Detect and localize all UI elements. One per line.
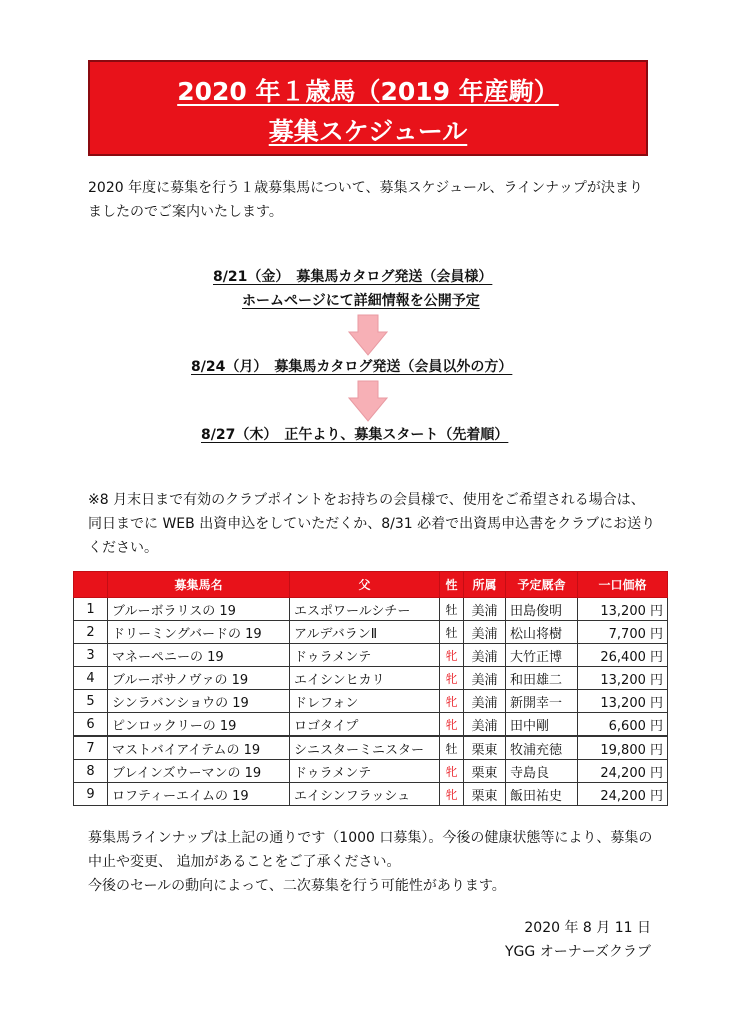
cell-sire: ドゥラメンテ <box>290 760 440 783</box>
cell-base: 栗東 <box>464 736 506 760</box>
schedule-step-3: 8/27（木） 正午より、募集スタート（先着順） <box>201 427 509 443</box>
table-row <box>74 713 668 737</box>
cell-no: 8 <box>74 760 108 783</box>
table-row <box>74 644 668 667</box>
table-row <box>74 667 668 690</box>
cell-price: 13,200 円 <box>578 690 668 713</box>
table-row <box>74 736 668 760</box>
cell-base: 栗東 <box>464 760 506 783</box>
footer-line-2: 今後のセールの動向によって、二次募集を行う可能性があります。 <box>88 878 506 894</box>
cell-trainer: 田島俊明 <box>506 598 578 621</box>
cell-base: 美浦 <box>464 713 506 737</box>
table-header-row <box>74 572 668 598</box>
cell-trainer: 牧浦充徳 <box>506 736 578 760</box>
cell-name: シンラバンショウの 19 <box>108 690 290 713</box>
cell-no: 4 <box>74 667 108 690</box>
cell-sire: ドゥラメンテ <box>290 644 440 667</box>
cell-no: 6 <box>74 713 108 737</box>
cell-sire: シニスターミニスター <box>290 736 440 760</box>
header-base: 所属 <box>464 572 506 598</box>
cell-base: 美浦 <box>464 644 506 667</box>
cell-name: マネーペニーの 19 <box>108 644 290 667</box>
cell-trainer: 寺島良 <box>506 760 578 783</box>
table-row <box>74 598 668 621</box>
club-name: YGG オーナーズクラブ <box>505 944 651 960</box>
cell-trainer: 飯田祐史 <box>506 783 578 806</box>
cell-sex: 牝 <box>440 713 464 737</box>
down-arrow-icon <box>348 314 388 356</box>
cell-trainer: 田中剛 <box>506 713 578 737</box>
cell-price: 19,800 円 <box>578 736 668 760</box>
horse-table <box>73 571 668 806</box>
title-banner <box>88 60 648 156</box>
cell-price: 24,200 円 <box>578 760 668 783</box>
header-sex: 性 <box>440 572 464 598</box>
cell-sex: 牝 <box>440 690 464 713</box>
cell-name: ドリーミングバードの 19 <box>108 621 290 644</box>
cell-sire: エスポワールシチー <box>290 598 440 621</box>
table-row <box>74 621 668 644</box>
cell-no: 7 <box>74 736 108 760</box>
cell-trainer: 松山将樹 <box>506 621 578 644</box>
cell-name: ブルーボラリスの 19 <box>108 598 290 621</box>
cell-sex: 牡 <box>440 621 464 644</box>
cell-trainer: 新開幸一 <box>506 690 578 713</box>
cell-trainer: 大竹正博 <box>506 644 578 667</box>
intro-text: 2020 年度に募集を行う１歳募集馬について、募集スケジュール、ラインナップが決まりましたのでご案内いたします。 <box>88 180 643 220</box>
cell-base: 美浦 <box>464 690 506 713</box>
cell-price: 24,200 円 <box>578 783 668 806</box>
header-sire: 父 <box>290 572 440 598</box>
header-trainer: 予定厩舎 <box>506 572 578 598</box>
cell-sire: ドレフォン <box>290 690 440 713</box>
cell-price: 7,700 円 <box>578 621 668 644</box>
cell-name: ブルーボサノヴァの 19 <box>108 667 290 690</box>
cell-no: 5 <box>74 690 108 713</box>
cell-no: 3 <box>74 644 108 667</box>
cell-sire: エイシンヒカリ <box>290 667 440 690</box>
cell-sex: 牝 <box>440 760 464 783</box>
down-arrow-icon <box>348 380 388 422</box>
cell-name: マストバイアイテムの 19 <box>108 736 290 760</box>
cell-base: 美浦 <box>464 598 506 621</box>
cell-sex: 牡 <box>440 598 464 621</box>
header-no <box>74 572 108 598</box>
cell-sex: 牝 <box>440 644 464 667</box>
cell-price: 13,200 円 <box>578 598 668 621</box>
title-line-2: 募集スケジュール <box>268 117 468 146</box>
footer-line-1: 募集馬ラインナップは上記の通りです（1000 口募集）。今後の健康状態等により、募集の中止や変更、 追加があることをご了承ください。 <box>88 830 653 870</box>
cell-price: 13,200 円 <box>578 667 668 690</box>
cell-no: 2 <box>74 621 108 644</box>
cell-no: 1 <box>74 598 108 621</box>
table-row <box>74 783 668 806</box>
cell-no: 9 <box>74 783 108 806</box>
header-price: 一口価格 <box>578 572 668 598</box>
point-note: ※8 月末日まで有効のクラブポイントをお持ちの会員様で、使用をご希望される場合は、同日までに WEB 出資申込をしていただくか、8/31 必着で出資馬申込書をクラブにお送りください。 <box>88 492 656 556</box>
cell-price: 26,400 円 <box>578 644 668 667</box>
cell-sire: ロゴタイプ <box>290 713 440 737</box>
header-name: 募集馬名 <box>108 572 290 598</box>
cell-sire: エイシンフラッシュ <box>290 783 440 806</box>
table-row <box>74 760 668 783</box>
cell-sex: 牝 <box>440 667 464 690</box>
schedule-step-1-line-1: 8/21（金） 募集馬カタログ発送（会員様） <box>213 269 493 285</box>
issue-date: 2020 年 8 月 11 日 <box>524 920 651 936</box>
cell-name: ロフティーエイムの 19 <box>108 783 290 806</box>
cell-name: ピンロックリーの 19 <box>108 713 290 737</box>
cell-trainer: 和田雄二 <box>506 667 578 690</box>
table-row <box>74 690 668 713</box>
cell-name: ブレインズウーマンの 19 <box>108 760 290 783</box>
cell-sex: 牡 <box>440 736 464 760</box>
footer-notes <box>88 826 658 898</box>
cell-base: 栗東 <box>464 783 506 806</box>
schedule-step-1-line-2: ホームページにて詳細情報を公開予定 <box>242 293 480 309</box>
schedule-step-2: 8/24（月） 募集馬カタログ発送（会員以外の方） <box>191 359 513 375</box>
cell-base: 美浦 <box>464 621 506 644</box>
cell-price: 6,600 円 <box>578 713 668 737</box>
cell-sire: アルデバランⅡ <box>290 621 440 644</box>
cell-sex: 牝 <box>440 783 464 806</box>
title-line-1: 2020 年１歳馬（2019 年産駒） <box>177 77 559 106</box>
cell-base: 美浦 <box>464 667 506 690</box>
